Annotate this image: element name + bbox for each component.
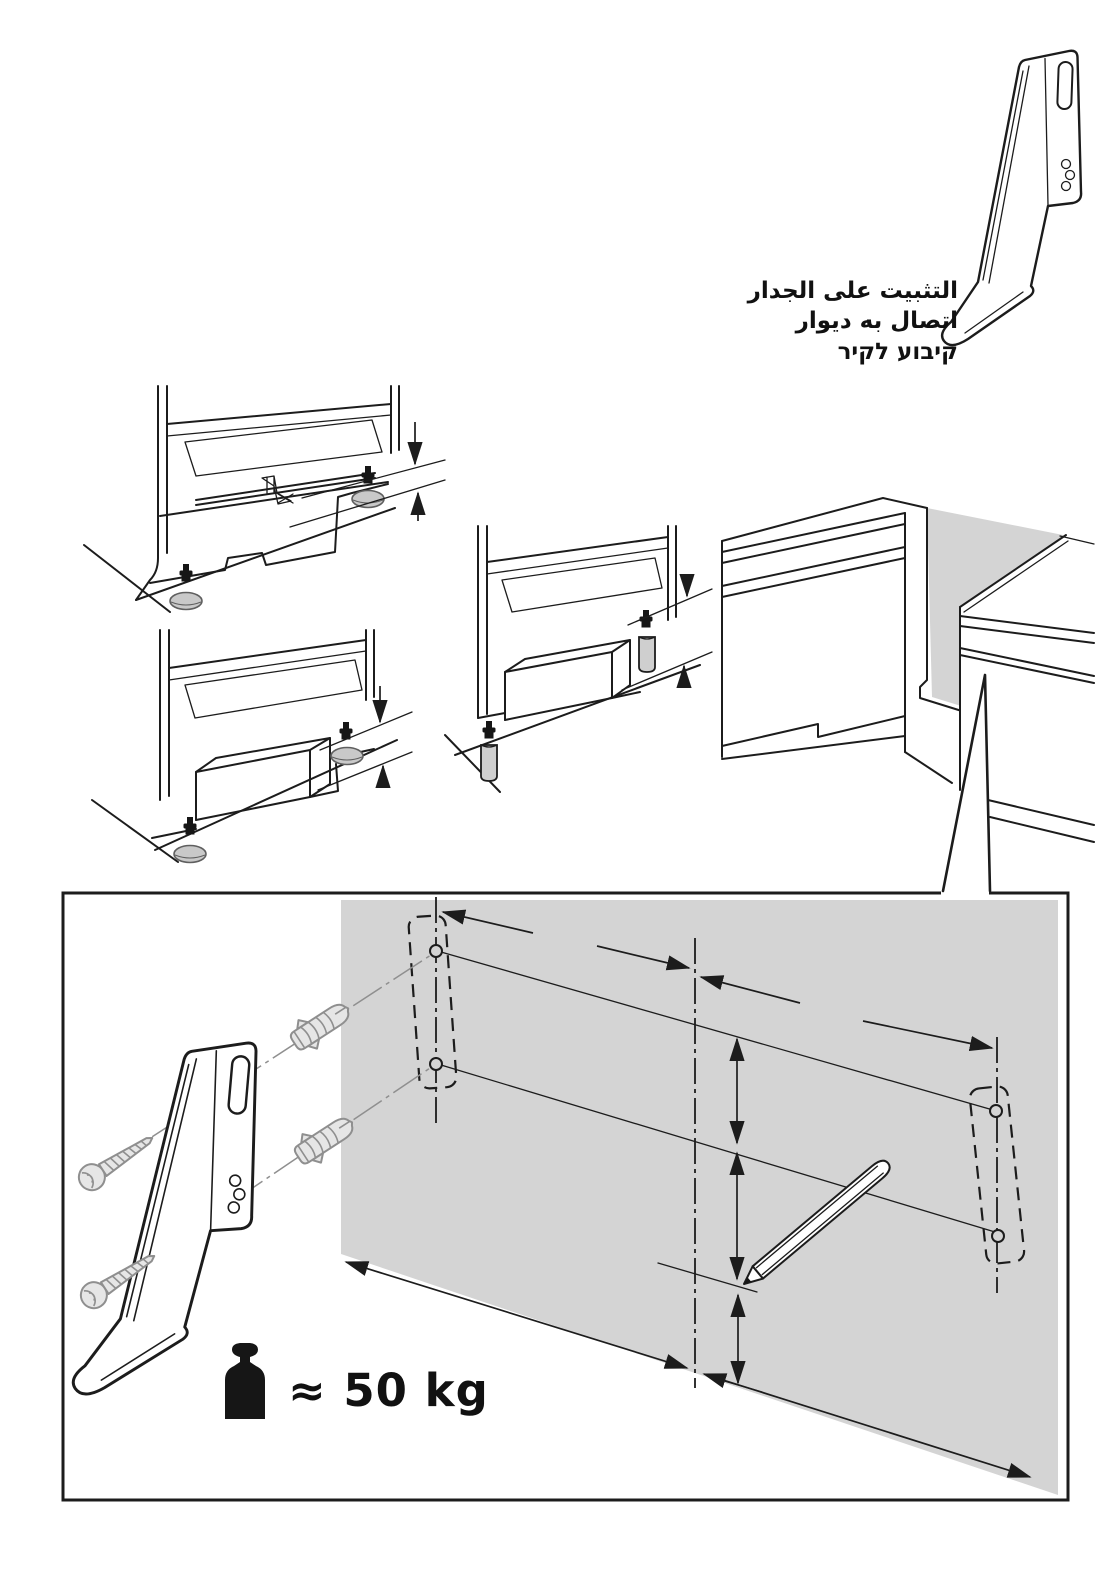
screw-icon xyxy=(74,1127,159,1195)
wall-detail-box xyxy=(63,893,1068,1500)
caption-hebrew: קיבוע לקיר xyxy=(837,338,958,365)
weight-approx-label: ≈ 50 kg xyxy=(288,1364,489,1417)
appliance-feet-adjust-step2 xyxy=(92,630,412,863)
kitchen-cabinet-gap-illustration xyxy=(722,498,1100,891)
appliance-feet-adjust-step1 xyxy=(84,386,445,612)
height-adjust-arrows xyxy=(318,686,412,790)
weight-icon xyxy=(225,1343,265,1419)
caption-farsi: اتصال به ديوار xyxy=(795,308,958,335)
wall-mount-caption xyxy=(748,276,958,367)
wall-bracket-icon xyxy=(942,51,1081,345)
caption-arabic: التثبيت على الجدار xyxy=(747,278,958,304)
appliance-feet-adjust-step3 xyxy=(445,526,712,792)
